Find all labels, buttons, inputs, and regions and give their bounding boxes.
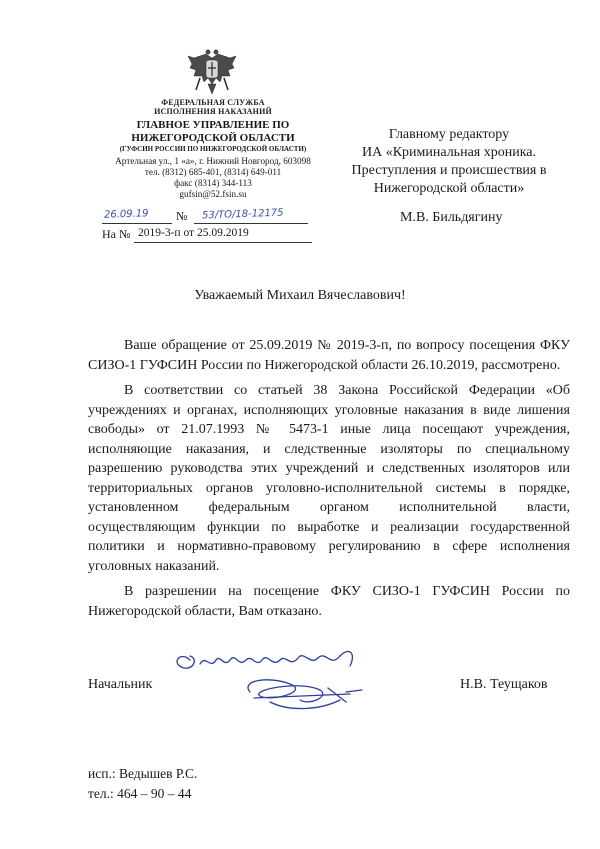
signatory-title: Начальник <box>88 677 153 692</box>
addressee-name: М.В. Бильдягину <box>400 210 503 225</box>
divider <box>134 242 312 243</box>
registration-line <box>102 209 308 225</box>
addressee-block <box>334 126 564 198</box>
sender-line: (ГУФСИН РОССИИ ПО НИЖЕГОРОДСКОЙ ОБЛАСТИ) <box>119 144 307 153</box>
sender-line: ГЛАВНОЕ УПРАВЛЕНИЕ ПО <box>136 119 290 132</box>
fsin-emblem-icon <box>186 48 238 96</box>
sender-address: Артельная ул., 1 «а», г. Нижний Новгород, 603098 <box>115 155 311 166</box>
sender-phone: тел. (8312) 685-401, (8314) 649-011 <box>144 166 282 177</box>
addressee-line: Преступления и происшествия в <box>351 162 547 178</box>
sender-email: gufsin@52.fsin.su <box>179 189 247 200</box>
body-paragraph: В разрешении на посещение ФКУ СИЗО-1 ГУФСИН России по Нижегородской области, Вам отказано. <box>88 584 570 619</box>
handwritten-signature <box>150 640 400 722</box>
letter-body <box>88 336 570 627</box>
body-paragraph: Ваше обращение от 25.09.2019 № 2019-3-п, по вопросу посещения ФКУ СИЗО-1 ГУФСИН России по Нижегородской области 26.10.2019, рассмотрено. <box>88 338 570 373</box>
divider <box>194 223 308 224</box>
reference-line <box>102 227 312 245</box>
executor-info <box>88 764 197 804</box>
sender-line: НИЖЕГОРОДСКОЙ ОБЛАСТИ <box>131 132 295 145</box>
sender-fax: факс (8314) 344-113 <box>174 178 252 189</box>
salutation: Уважаемый Михаил Вячеславович! <box>194 288 406 303</box>
sender-block <box>88 98 338 201</box>
divider <box>102 223 172 224</box>
reference-value: 2019-3-п от 25.09.2019 <box>138 227 249 239</box>
sender-line: ФЕДЕРАЛЬНАЯ СЛУЖБА <box>161 98 265 107</box>
executor-phone: тел.: 464 – 90 – 44 <box>88 786 192 801</box>
executor-name: исп.: Ведышев Р.С. <box>88 766 198 781</box>
reference-prefix: На № <box>102 227 131 241</box>
registration-date: 26.09.19 <box>103 208 149 221</box>
body-paragraph: В соответствии со статьей 38 Закона Российской Федерации «Об учреждениях и органах, исполняющих уголовные наказания в виде лишения свободы» от 21.07.1993 № 5473-1 иные лица посещают учреждения, исполняющие наказания, и следственные изоляторы по специальному разрешению руководства этих учреждений и следственных изоляторов или территориальных органов уголовно-исполнительной системы в порядке, установленном федеральным органом исполнительной власти, осуществляющим функции по выработке и реализации государственной политики и нормативно-правовому регулированию в сфере исполнения уголовных наказаний. <box>88 383 570 574</box>
addressee-line: Главному редактору <box>388 127 510 142</box>
addressee-line: Нижегородской области» <box>373 180 525 196</box>
addressee-line: ИА «Криминальная хроника. <box>361 144 537 160</box>
registration-number: 53/ТО/18-12175 <box>201 207 284 222</box>
number-sign: № <box>176 209 188 223</box>
sender-line: ИСПОЛНЕНИЯ НАКАЗАНИЙ <box>154 107 272 117</box>
signatory-name: Н.В. Теущаков <box>460 677 548 692</box>
